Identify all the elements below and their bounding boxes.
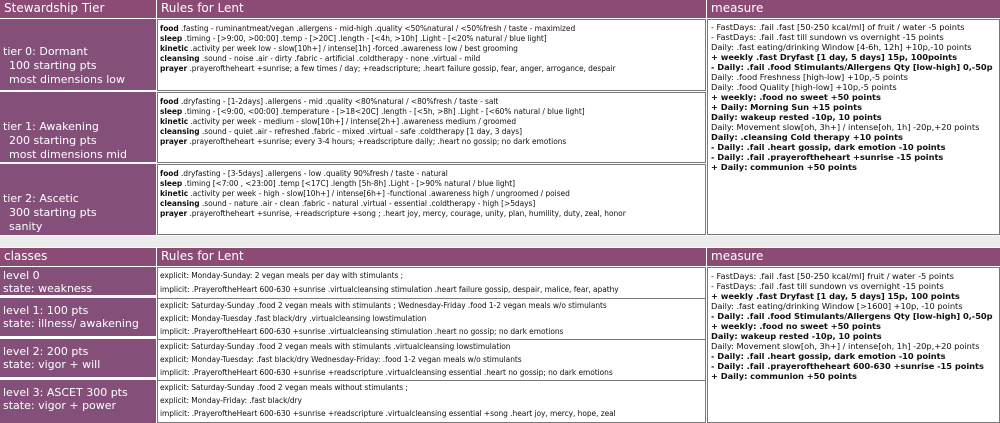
rule-line: kinetic .activity per week - high - slow[10h+] / intense[6h+] -functional .awareness high / ungroomed / poised xyxy=(160,188,570,198)
tier-2-rules xyxy=(157,164,706,235)
class-level-2 xyxy=(0,339,156,379)
rule-line: implicit: .PrayeroftheHeart 600-630 +sunrise +readscripture .virtualcleansing essential .heart no gossip; no dark emotions xyxy=(160,367,613,377)
tier-0-label xyxy=(0,19,156,90)
class-state: state: weakness xyxy=(3,282,93,295)
rule-line: cleansing .sound - quiet .air - refreshed .fabric - mixed .virtual - safe .coldtherapy [1 day, 3 days] xyxy=(160,126,522,136)
header-classes: classes xyxy=(0,248,156,266)
tier-name: tier 1: Awakening xyxy=(3,120,99,133)
measure-item: Daily: .fast eating/drinking Window [>1600] +10p, -10 points xyxy=(711,301,963,311)
class-2-rules xyxy=(158,340,705,381)
tier-points: 300 starting pts xyxy=(9,206,97,219)
rule-line: explicit: Saturday-Sunday .food 2 vegan meals without stimulants ; xyxy=(160,382,408,392)
tier-2-label xyxy=(0,164,156,235)
measure-item: Daily: wakeup rested -10p, 10 points xyxy=(711,331,882,341)
measure-item: - Daily: .fail .prayeroftheheart +sunrise -15 points xyxy=(711,152,944,162)
tier-dimensions: sanity xyxy=(9,220,43,233)
measure-item: + weekly: .food no sweet +50 points xyxy=(711,321,881,331)
rule-line: explicit: Monday-Tuesday .fast black/dry .virtualcleansing lowstimulation xyxy=(160,313,427,323)
measure-item: - Daily: .fail .prayeroftheheart 600-630 +sunrise -15 points xyxy=(711,361,984,371)
top-measure-list xyxy=(707,19,1000,235)
measure-item: Daily: .cleansing Cold therapy +10 points xyxy=(711,132,903,142)
class-level: level 1: 100 pts xyxy=(3,304,89,317)
rule-line: sleep .timing - [<9:00, <00:00] .temperature - [>18<20C] .length - [<5h, >8h] .Light - [<60% natural / blue light] xyxy=(160,106,585,116)
rule-line: sleep .timing - [>9:00, >00:00] .temp - [>20C] .length - [<4h, >10h] .Light - [<20% natural / blue light] xyxy=(160,33,547,43)
measure-item: + Daily: communion +50 points xyxy=(711,162,857,172)
measure-item: Daily: Movement slow[oh, 3h+] / intense[oh, 1h] -20p,+20 points xyxy=(711,122,980,132)
measure-item: + Daily: Morning Sun +15 points xyxy=(711,102,862,112)
class-level: level 2: 200 pts xyxy=(3,345,89,358)
tier-name: tier 2: Ascetic xyxy=(3,192,79,205)
measure-item: - Daily: .fail .heart gossip, dark emotion -10 points xyxy=(711,351,946,361)
rule-line: implicit: .PrayeroftheHeart 600-630 +sunrise +readscripture .virtualcleansing essential +song .heart joy, mercy, hope, zeal xyxy=(160,408,616,418)
measure-item: + Daily: communion +50 points xyxy=(711,371,857,381)
measure-item: - Daily: .fail .food Stimulants/Allergens Qty [low-high] 0,-50p xyxy=(711,311,993,321)
class-state: state: illness/ awakening xyxy=(3,317,139,330)
table-separator xyxy=(0,236,1000,247)
tier-points: 100 starting pts xyxy=(9,59,97,72)
class-level-1 xyxy=(0,298,156,338)
rule-line: food .dryfasting - [1-2days] .allergens - mid .quality <80%natural / <80%fresh / taste - salt xyxy=(160,96,499,106)
tier-points: 200 starting pts xyxy=(9,134,97,147)
class-state: state: vigor + will xyxy=(3,358,101,371)
tier-0-rules xyxy=(157,19,706,91)
rule-line: implicit: .PrayeroftheHeart 600-630 +sunrise .virtualcleansing stimulation .heart failure gossip, despair, malice, fear, apathy xyxy=(160,284,619,294)
rule-line: prayer .prayeroftheheart +sunrise; a few times / day; +readscripture; .heart failure gossip, fear, anger, arrogance, despair xyxy=(160,63,616,73)
rule-line: prayer .prayeroftheheart +sunrise, +readscripture +song ; .heart joy, mercy, courage, unity, plan, humility, duty, zeal, honor xyxy=(160,208,626,218)
class-rules-block xyxy=(157,267,706,423)
tier-name: tier 0: Dormant xyxy=(3,45,88,58)
tier-1-rules xyxy=(157,92,706,163)
class-0-rules xyxy=(158,268,705,299)
class-state: state: vigor + power xyxy=(3,399,117,412)
class-1-rules xyxy=(158,299,705,340)
tier-1-label xyxy=(0,92,156,162)
measure-item: - FastDays: .fail .fast till sundown vs overnight -15 points xyxy=(711,281,944,291)
measure-item: Daily: .fast eating/drinking Window [4-6h, 12h] +10p,-10 points xyxy=(711,42,972,52)
rule-line: kinetic .activity per week low - slow[10h+] / intense[1h] -forced .awareness low / best grooming xyxy=(160,43,518,53)
class-level-3 xyxy=(0,380,156,423)
measure-item: Daily: Movement slow[oh, 3h+] / intense[oh, 1h] -20p,+20 points xyxy=(711,341,980,351)
rule-line: prayer .prayeroftheheart +sunrise; every 3-4 hours; +readscripture daily; .heart no gossip; no dark emotions xyxy=(160,136,567,146)
rule-line: implicit: .PrayeroftheHeart 600-630 +sunrise .virtualcleansing stimulation .heart no gossip; no dark emotions xyxy=(160,326,564,336)
header-measure: measure xyxy=(707,0,1000,18)
header-measure-2: measure xyxy=(707,248,1000,266)
measure-item: Daily: .food Freshness [high-low] +10p,-5 points xyxy=(711,72,908,82)
header-stewardship-tier: Stewardship Tier xyxy=(0,0,156,18)
rule-line: explicit: Monday-Sunday: 2 vegan meals per day with stimulants ; xyxy=(160,270,404,280)
measure-item: + weekly .fast Dryfast [1 day, 5 days] 15p, 100points xyxy=(711,52,957,62)
rule-line: sleep .timing [<7:00 , <23:00] .temp [<17C] .length [5h-8h] .Light - [>90% natural / blue light] xyxy=(160,178,515,188)
measure-item: + weekly .fast Dryfast [1 day, 5 days] 15p, 100 points xyxy=(711,291,960,301)
class-level-0 xyxy=(0,267,156,297)
measure-item: - FastDays: .fail .fast [50-250 kcal/ml] of fruit / water -5 points xyxy=(711,22,965,32)
bottom-measure-list xyxy=(707,267,1000,423)
rule-line: explicit: Saturday-Sunday .food 2 vegan meals with stimulants .virtualcleansing lowstimulation xyxy=(160,341,511,351)
header-rules-for-lent: Rules for Lent xyxy=(157,0,706,18)
tier-dimensions: most dimensions low xyxy=(9,73,125,86)
rule-line: explicit: Monday-Friday: .fast black/dry xyxy=(160,395,302,405)
rule-line: food .fasting - ruminantmeat/vegan .allergens - mid-high .quality <50%natural / <50%fresh / taste - maximized xyxy=(160,23,576,33)
measure-item: Daily: .food Quality [high-low] +10p,-5 points xyxy=(711,82,897,92)
measure-item: + weekly: .food no sweet +50 points xyxy=(711,92,881,102)
rule-line: cleansing .sound - noise .air - dirty .fabric - artificial .coldtherapy - none .virtual - mild xyxy=(160,53,481,63)
measure-item: - FastDays: .fail .fast till sundown vs overnight -15 points xyxy=(711,32,944,42)
class-3-rules xyxy=(158,381,705,422)
class-level: level 3: ASCET 300 pts xyxy=(3,386,128,399)
measure-item: - FastDays: .fail .fast [50-250 kcal/ml] fruit / water -5 points xyxy=(711,271,954,281)
rule-line: kinetic .activity per week - medium - slow[10h+] / intense[2h+] .awareness medium / groomed xyxy=(160,116,517,126)
measure-item: Daily: wakeup rested -10p, 10 points xyxy=(711,112,882,122)
tier-dimensions: most dimensions mid xyxy=(9,148,127,161)
measure-item: - Daily: .fail .food Stimulants/Allergens Qty [low-high] 0,-50p xyxy=(711,62,993,72)
measure-item: - Daily: .fail .heart gossip, dark emotion -10 points xyxy=(711,142,946,152)
rule-line: food .dryfasting - [3-5days] .allergens - low .quality 90%fresh / taste - natural xyxy=(160,168,448,178)
header-rules-for-lent-2: Rules for Lent xyxy=(157,248,706,266)
rule-line: cleansing .sound - nature .air - clean .fabric - natural .virtual - essential .coldtherapy - high [>5days] xyxy=(160,198,536,208)
rule-line: explicit: Saturday-Sunday .food 2 vegan meals with stimulants ; Wednesday-Friday .food 1-2 vegan meals w/o stimulants xyxy=(160,300,607,310)
class-level: level 0 xyxy=(3,269,40,282)
rule-line: explicit: Monday-Tuesday: .fast black/dry Wednesday-Friday: .food 1-2 vegan meals w/o stimulants xyxy=(160,354,522,364)
